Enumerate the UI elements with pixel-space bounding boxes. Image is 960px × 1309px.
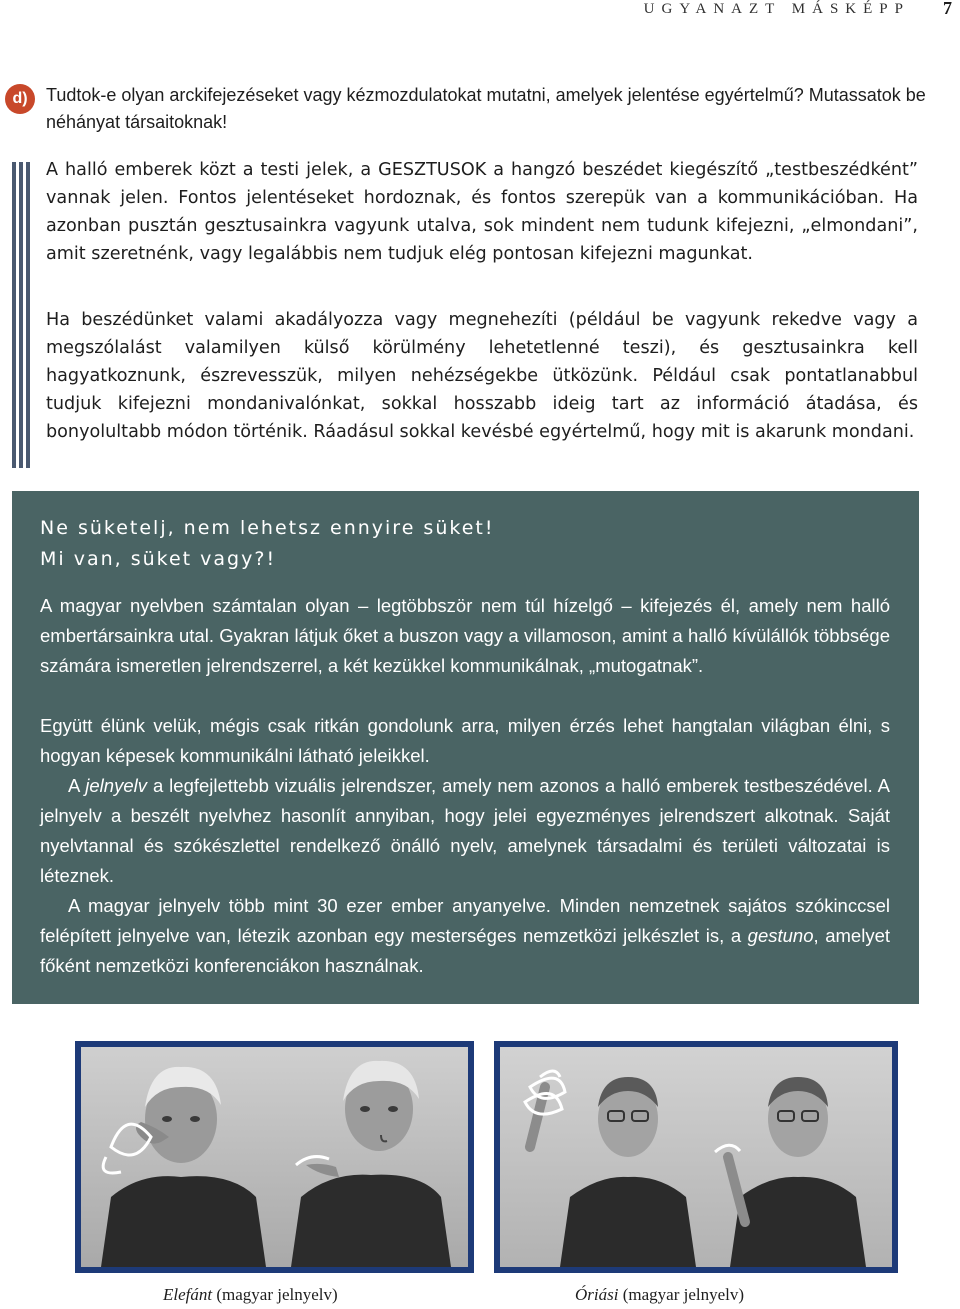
info-box-paragraph-1: A magyar nyelvben számtalan olyan – legtöbbször nem túl hízelgő – kifejezés él, amely nem halló embertársainkra utal. Gyakran látjuk őket a buszon vagy a villamoson, amint a halló kívülállók többsége számára ismeretlen jelrendszerrel, a két kezükkel kommunikálnak, „mutogatnak”. (40, 595, 890, 676)
photo-elefant-image (81, 1047, 468, 1267)
page-number: 7 (943, 0, 952, 18)
photo-oriasi-image (500, 1047, 892, 1267)
caption-term: Óriási (575, 1285, 619, 1304)
info-box (12, 491, 919, 1004)
body-paragraph-1-part1: A halló emberek közt a testi jelek, a (46, 160, 379, 180)
side-bar (19, 162, 23, 468)
question-label-badge: d) (5, 84, 35, 114)
side-bar (26, 162, 30, 468)
info-box-paragraph-4-pre: A magyar jelnyelv több mint 30 ezer ember anyanyelve. Minden nemzetnek sajátos szókinccsel felépített jelnyelve van, létezik azonban egy mesterséges nemzetközi jelkészlet is, a (40, 895, 890, 946)
info-box-heading-line-1: Ne süketelj, nem lehetsz ennyire süket! (40, 517, 495, 539)
caption-rest: (magyar jelnyelv) (618, 1285, 745, 1304)
gestuno-term: gestuno (747, 925, 814, 946)
info-box-paragraph-4-post: , amelyet főként nemzetközi konferenciákon használnak. (40, 925, 890, 976)
body-paragraph-1-part2: a hangzó beszédet kiegészítő „testbeszédként” vannak jelen. Fontos jelentéseket hordoznak, és fontos szerepük van a kommunikációban. Ha azonban pusztán gesztusainkra vagyunk utalva, sok mindent nem tudunk kifejezni, „elmondani”, amit szeretnénk, vagy legalábbis nem tudjuk elég pontosan kifejezni magunkat. (46, 160, 918, 264)
gesture-term: GESZTUSOK (378, 160, 487, 180)
body-paragraph-2: Ha beszédünket valami akadályozza vagy megnehezíti (például be vagyunk rekedve vagy a megszólalást valamilyen külső körülmény lehetetlenné teszi), és gesztusainkra kell hagyatkoznunk, észrevesszük, milyen nehézségekbe ütközünk. Például csak pontatlanabbul tudjuk kifejezni mondanivalónkat, sokkal hosszabb ideig tart az információ átadása, és bonyolultabb módon történik. Ráadásul sokkal kevésbé egyértelmű, hogy mit is akarunk mondani. (46, 310, 918, 442)
info-box-paragraph-2: Együtt élünk velük, mégis csak ritkán gondolunk arra, milyen érzés lehet hangtalan világban élni, s hogyan képesek kommunikálni látható jeleikkel. (40, 715, 890, 766)
running-header-title: UGYANAZT MÁSKÉPP (643, 1, 910, 17)
page-header (0, 0, 960, 26)
photo-caption-elefant (163, 1285, 338, 1305)
question-text: Tudtok-e olyan arckifejezéseket vagy kézmozdulatokat mutatni, amelyek jelentése egyértelmű? Mutassatok be néhányat társaitoknak! (46, 85, 926, 132)
info-box-paragraph-3-pre: A (68, 775, 86, 796)
photo-elefant (75, 1041, 474, 1273)
info-box-heading-line-2: Mi van, süket vagy?! (40, 548, 277, 570)
side-bar (12, 162, 16, 468)
sign-language-term: jelnyelv (85, 775, 147, 796)
caption-term: Elefánt (163, 1285, 213, 1304)
info-box-paragraph-3 (40, 771, 890, 891)
info-box-paragraph-3-post: a legfejlettebb vizuális jelrendszer, amely nem azonos a halló emberek testbeszédével. A jelnyelv a beszélt nyelvhez hasonlít annyiban, hogy jelei egyezményes jelrendszert alkotnak. Saját nyelvtannal és szókészlettel rendelkező önálló nyelv, amelynek társadalmi és területi változatai is léteznek. (40, 775, 890, 886)
photo-caption-oriasi (575, 1285, 744, 1305)
caption-rest: (magyar jelnyelv) (212, 1285, 338, 1304)
body-paragraph-1 (46, 156, 918, 268)
photo-oriasi (494, 1041, 898, 1273)
decorative-side-bars (12, 162, 34, 468)
info-box-paragraph-4 (40, 891, 890, 981)
info-box-heading (40, 513, 900, 575)
